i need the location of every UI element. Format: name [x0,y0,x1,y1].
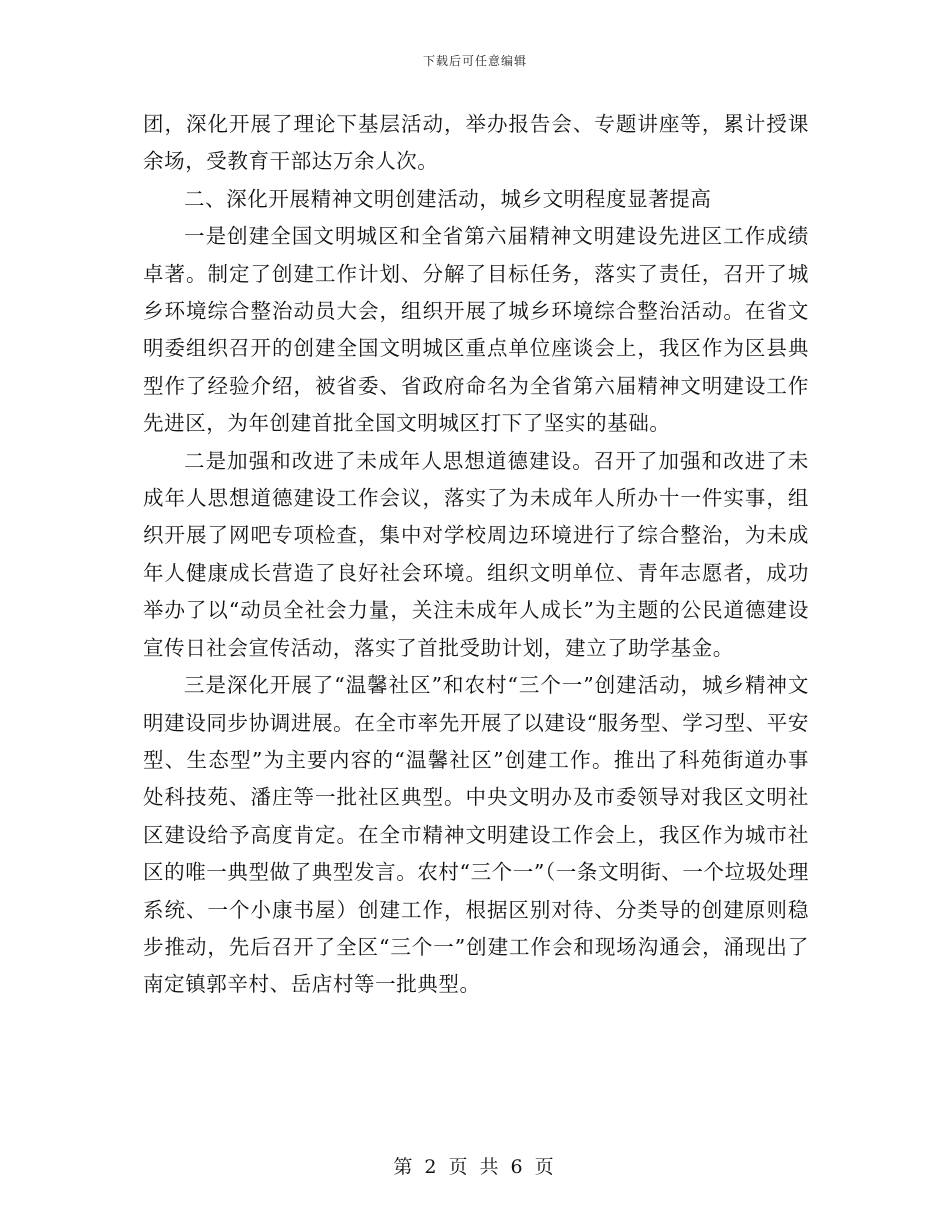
paragraph-civilized-city: 一是创建全国文明城区和全省第六届精神文明建设先进区工作成绩卓著。制定了创建工作计划、分解了目标任务，落实了责任，召开了城乡环境综合整治动员大会，组织开展了城乡环境综合整治活动。在省文明委组织召开的创建全国文明城区重点单位座谈会上，我区作为区县典型作了经验介绍，被省委、省政府命名为全省第六届精神文明建设工作先进区，为年创建首批全国文明城区打下了坚实的基础。 [143,224,809,436]
section-heading: 二、深化开展精神文明创建活动，城乡文明程度显著提高 [184,186,712,211]
page-number: 第 2 页 共 6 页 [393,1156,557,1178]
paragraph-community: 三是深化开展了“温馨社区”和农村“三个一”创建活动，城乡精神文明建设同步协调进展。在全市率先开展了以建设“服务型、学习型、平安型、生态型”为主要内容的“温馨社区”创建工作。推出了科苑街道办事处科技苑、潘庄等一批社区典型。中央文明办及市委领导对我区文明社区建设给予高度肯定。在全市精神文明建设工作会上，我区作为城市社区的唯一典型做了典型发言。农村“三个一”（一条文明街、一个垃圾处理系统、一个小康书屋）创建工作，根据区别对待、分类导的创建原则稳步推动，先后召开了全区“三个一”创建工作会和现场沟通会，涌现出了南定镇郭辛村、岳店村等一批典型。 [143,673,810,997]
page-header-note: 下载后可任意编辑 [422,54,527,68]
document-body [143,106,809,1004]
paragraph-minors-moral: 二是加强和改进了未成年人思想道德建设。召开了加强和改进了未成年人思想道德建设工作会议，落实了为未成年人所办十一件实事，组织开展了网吧专项检查，集中对学校周边环境进行了综合整治，为未成年人健康成长营造了良好社会环境。组织文明单位、青年志愿者，成功举办了以“动员全社会力量，关注未成年人成长”为主题的公民道德建设宣传日社会宣传活动，落实了首批受助计划，建立了助学基金。 [143,448,809,660]
paragraph-continuation: 团，深化开展了理论下基层活动，举办报告会、专题讲座等，累计授课余场，受教育干部达万余人次。 [143,112,809,174]
